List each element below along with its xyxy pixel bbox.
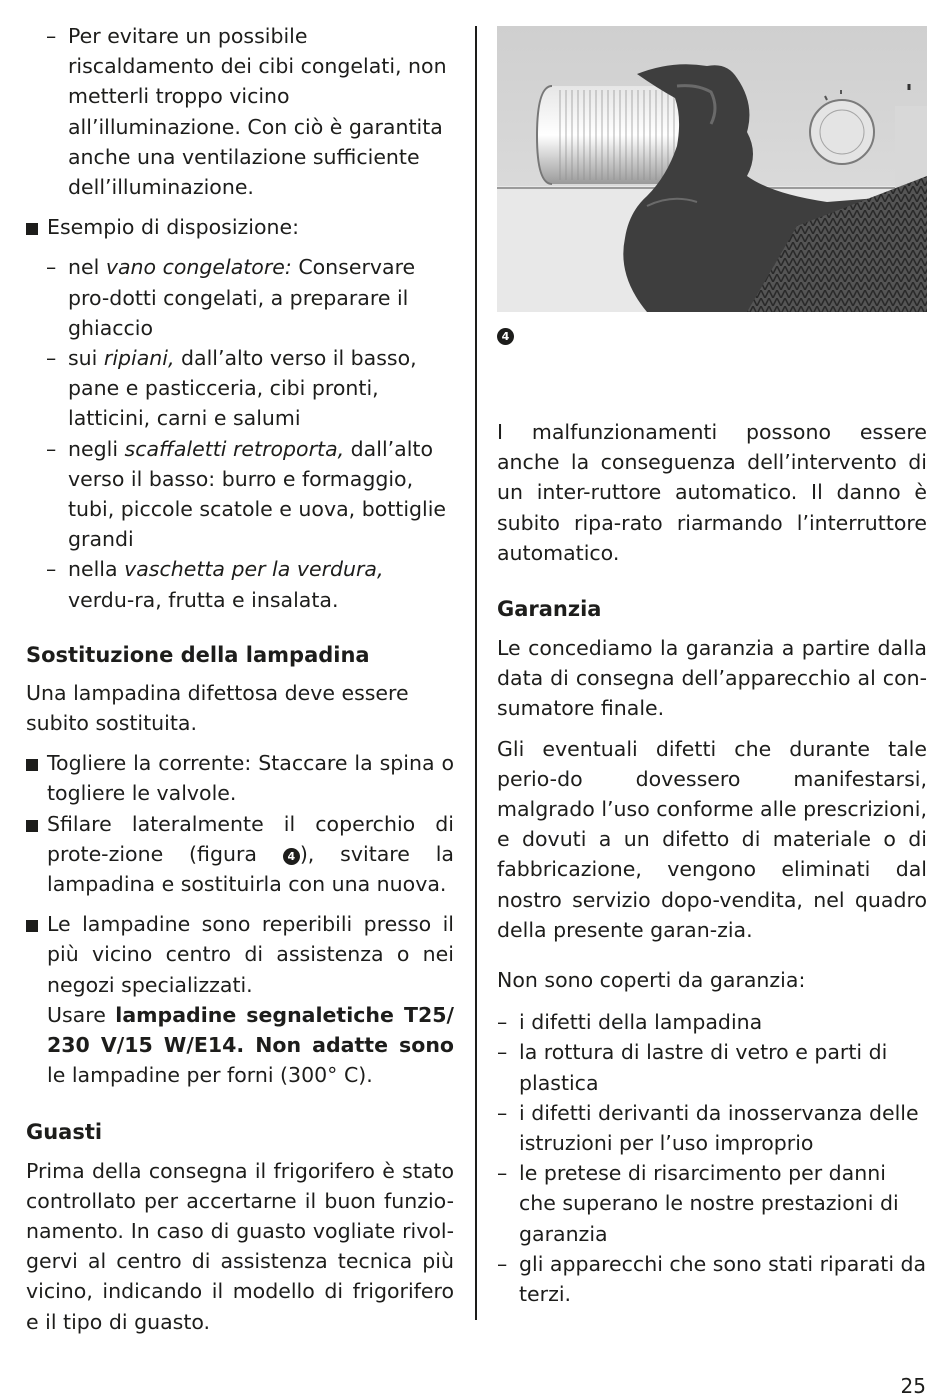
list-item bbox=[26, 21, 454, 202]
list-item-emphasis: vano congelatore: bbox=[105, 255, 292, 280]
list-item-text: i difetti della lampadina bbox=[519, 1010, 763, 1035]
list-item-pre: nella bbox=[68, 557, 125, 582]
list-item-pre: sui bbox=[68, 346, 104, 371]
list-item bbox=[26, 554, 454, 614]
bullet-item bbox=[26, 909, 454, 1090]
arrangement-list bbox=[26, 252, 454, 614]
faults-heading: Guasti bbox=[26, 1119, 103, 1144]
list-item-post: dall’alto verso il basso: burro e formaggio, tubi, piccole scatole e uova, bottiglie grandi bbox=[68, 436, 447, 552]
column-divider bbox=[475, 26, 477, 1320]
square-bullet-icon bbox=[26, 920, 38, 932]
not-covered-list bbox=[497, 1007, 927, 1309]
lamp-use-post: le lampadine per forni (300° C). bbox=[47, 1063, 373, 1088]
figure-reference-icon: 4 bbox=[283, 848, 300, 865]
left-column bbox=[26, 0, 454, 1337]
list-item-emphasis: scaffaletti retroporta, bbox=[124, 436, 345, 461]
list-item-text: la rottura di lastre di vetro e parti di plastica bbox=[519, 1040, 888, 1095]
list-item-emphasis: ripiani, bbox=[103, 346, 175, 371]
list-item-text: i difetti derivanti da inosservanza delle istruzioni per l’uso improprio bbox=[519, 1100, 919, 1156]
not-covered-heading: Non sono coperti da garanzia: bbox=[497, 968, 806, 993]
square-bullet-icon bbox=[26, 223, 38, 235]
lamp-step-2-post: ), svitare la lampadina e sostituirla con una nuova. bbox=[47, 841, 454, 897]
example-heading: Esempio di disposizione: bbox=[47, 215, 300, 240]
list-item bbox=[497, 1007, 927, 1037]
list-item-post: Conservare pro-dotti congelati, a preparare il ghiaccio bbox=[68, 255, 416, 340]
right-column bbox=[497, 0, 927, 1309]
lamp-section-heading: Sostituzione della lampadina bbox=[26, 642, 370, 667]
list-item bbox=[26, 434, 454, 555]
list-item-emphasis: vaschetta per la verdura, bbox=[124, 557, 384, 582]
list-item-post: verdu-ra, frutta e insalata. bbox=[68, 587, 339, 612]
list-item-text: gli apparecchi che sono stati riparati da terzi. bbox=[519, 1251, 927, 1307]
list-item-text: Per evitare un possibile riscaldamento dei cibi congelati, non metterli troppo vicino all’illuminazione. Con ciò è garantita anche una ventilazione sufficiente dell’illuminazione. bbox=[68, 24, 447, 200]
faults-text: Prima della consegna il frigorifero è stato controllato per accertarne il buon funzio-namento. In caso di guasto vogliate rivol-gervi al centro di assistenza tecnica più vicino, indicando il modello di frigorifero e il tipo di guasto. bbox=[26, 1158, 454, 1334]
warranty-paragraph-1: Le concediamo la garanzia a partire dalla data di consegna dell’apparecchio al con-sumatore finale. bbox=[497, 636, 927, 721]
list-item bbox=[497, 1249, 927, 1309]
malfunction-text: I malfunzionamenti possono essere anche la conseguenza dell’intervento di un inter-ruttore automatico. Il danno è subito ripa-rato riarmando l’interruttore automatico. bbox=[497, 420, 927, 565]
list-item bbox=[497, 1098, 927, 1158]
list-item bbox=[26, 252, 454, 343]
list-item-post: dall’alto verso il basso, pane e pasticceria, cibi pronti, latticini, carni e salumi bbox=[68, 346, 417, 431]
list-item-text: le pretese di risarcimento per danni che superano le nostre prestazioni di garanzia bbox=[519, 1161, 899, 1246]
list-item bbox=[497, 1158, 927, 1249]
lamp-step-1: Togliere la corrente: Staccare la spina o togliere le valvole. bbox=[47, 751, 454, 806]
list-item bbox=[497, 1037, 927, 1097]
square-bullet-icon bbox=[26, 759, 38, 771]
warranty-heading: Garanzia bbox=[497, 597, 602, 622]
page-number: 25 bbox=[900, 1374, 926, 1398]
lamp-use-bold: lampadine segnaletiche T25/ 230 V/15 W/E14. Non adatte sono bbox=[47, 1002, 454, 1058]
figure-number-icon: 4 bbox=[497, 328, 514, 345]
bullet-item bbox=[26, 212, 454, 242]
lamp-intro: Una lampadina difettosa deve essere subito sostituita. bbox=[26, 680, 409, 736]
square-bullet-icon bbox=[26, 820, 38, 832]
lamp-step-2-pre: Sfilare lateralmente il coperchio di prote-zione (figura bbox=[47, 811, 454, 866]
bullet-item bbox=[26, 809, 454, 900]
bullet-item bbox=[26, 748, 454, 808]
warranty-paragraph-2: Gli eventuali difetti che durante tale perio-do dovessero manifestarsi, malgrado l’uso conforme alle prescrizioni, e dovuti a un difetto di materiale o di fabbricazione, vengono eliminati dal nostro servizio dopo-vendita, nel quadro della presente garan-zia. bbox=[497, 736, 927, 942]
lamp-use-pre: Usare bbox=[47, 1002, 116, 1027]
lamp-step-3: Le lampadine sono reperibili presso il più vicino centro di assistenza o nei negozi specializzati. bbox=[47, 912, 454, 997]
list-item-pre: nel bbox=[68, 255, 106, 280]
list-item bbox=[26, 343, 454, 434]
list-item-pre: negli bbox=[68, 436, 125, 461]
